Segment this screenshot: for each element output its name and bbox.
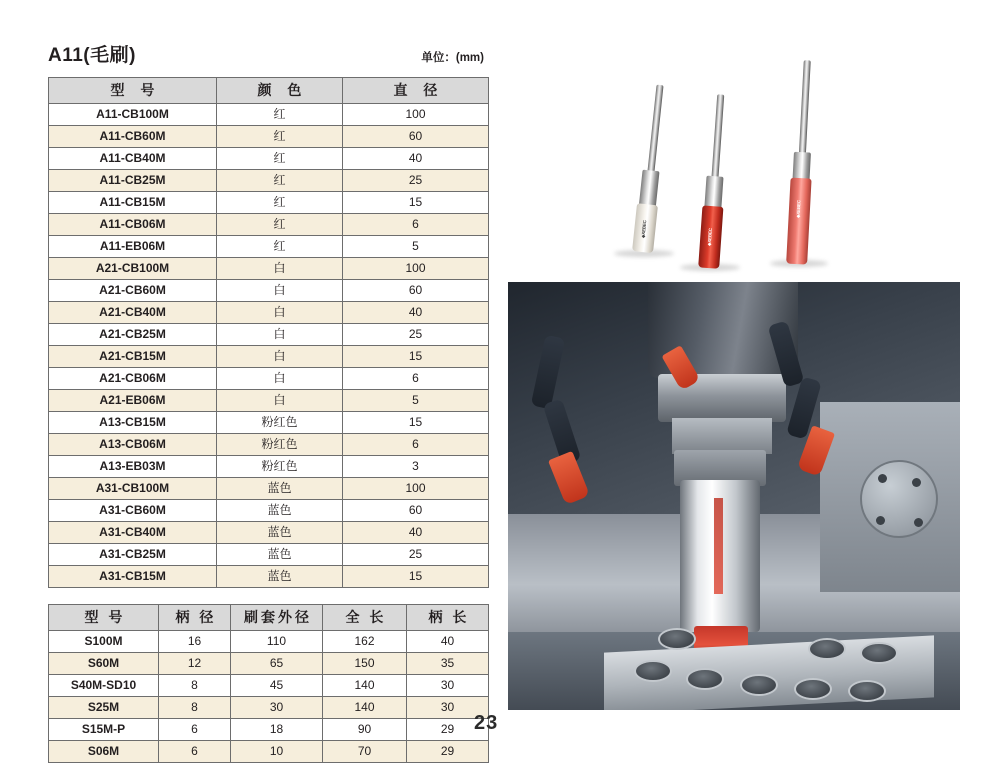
cell-total-length: 150 bbox=[323, 653, 407, 675]
cell-diameter: 25 bbox=[343, 170, 489, 192]
col-header-total-length: 全 长 bbox=[323, 605, 407, 631]
cell-diameter: 3 bbox=[343, 456, 489, 478]
cell-color: 红 bbox=[217, 170, 343, 192]
cell-diameter: 15 bbox=[343, 192, 489, 214]
table-row bbox=[49, 544, 489, 566]
cell-model: A13-EB03M bbox=[49, 456, 217, 478]
workpiece-hole bbox=[848, 680, 886, 702]
table-row bbox=[49, 258, 489, 280]
cell-total-length: 140 bbox=[323, 697, 407, 719]
workpiece-hole bbox=[658, 628, 696, 650]
cell-shank-length: 30 bbox=[407, 697, 489, 719]
cell-shank-dia: 8 bbox=[159, 675, 231, 697]
cell-model: A11-EB06M bbox=[49, 236, 217, 258]
product-table bbox=[48, 77, 489, 588]
cell-model: A31-CB40M bbox=[49, 522, 217, 544]
table-row bbox=[49, 346, 489, 368]
table-row bbox=[49, 214, 489, 236]
cell-diameter: 40 bbox=[343, 302, 489, 324]
cell-color: 白 bbox=[217, 258, 343, 280]
table-row bbox=[49, 324, 489, 346]
cell-color: 红 bbox=[217, 192, 343, 214]
title-row bbox=[48, 40, 488, 67]
cell-color: 红 bbox=[217, 214, 343, 236]
cell-total-length: 90 bbox=[323, 719, 407, 741]
table-row bbox=[49, 236, 489, 258]
workpiece-hole bbox=[860, 642, 898, 664]
cell-diameter: 40 bbox=[343, 522, 489, 544]
page-number: 23 bbox=[474, 712, 499, 734]
brush-shank bbox=[711, 94, 724, 182]
table-row bbox=[49, 456, 489, 478]
cell-model: S15M-P bbox=[49, 719, 159, 741]
cell-model: A31-CB25M bbox=[49, 544, 217, 566]
unit-label: 单位：(mm) bbox=[421, 52, 484, 64]
cell-shank-length: 29 bbox=[407, 741, 489, 763]
workpiece-hole bbox=[808, 638, 846, 660]
cell-model: S06M bbox=[49, 741, 159, 763]
white-brush bbox=[620, 83, 681, 255]
cell-sleeve-od: 18 bbox=[231, 719, 323, 741]
cell-color: 白 bbox=[217, 368, 343, 390]
brand-logo: ◆XEBEC bbox=[795, 200, 802, 219]
table-row bbox=[49, 741, 489, 763]
brush-body bbox=[786, 178, 811, 265]
table-row bbox=[49, 390, 489, 412]
cell-diameter: 25 bbox=[343, 544, 489, 566]
panel-hole bbox=[914, 518, 923, 527]
cell-model: S25M bbox=[49, 697, 159, 719]
panel-hole bbox=[878, 474, 887, 483]
col-header-shank-length: 柄 长 bbox=[407, 605, 489, 631]
cell-model: A31-CB15M bbox=[49, 566, 217, 588]
application-photo bbox=[508, 282, 960, 710]
table-row bbox=[49, 104, 489, 126]
cell-model: A21-CB60M bbox=[49, 280, 217, 302]
cell-shank-length: 30 bbox=[407, 675, 489, 697]
cell-diameter: 40 bbox=[343, 148, 489, 170]
cell-model: S100M bbox=[49, 631, 159, 653]
table-gap bbox=[48, 588, 488, 604]
cell-diameter: 60 bbox=[343, 126, 489, 148]
table-row bbox=[49, 170, 489, 192]
cell-model: A21-CB15M bbox=[49, 346, 217, 368]
workpiece-hole bbox=[686, 668, 724, 690]
panel-hole bbox=[876, 516, 885, 525]
col-header-shank-dia: 柄 径 bbox=[159, 605, 231, 631]
cell-color: 白 bbox=[217, 302, 343, 324]
brand-logo: ◆XEBEC bbox=[640, 219, 648, 239]
cell-model: A11-CB100M bbox=[49, 104, 217, 126]
cell-color: 红 bbox=[217, 236, 343, 258]
brush-shank bbox=[798, 60, 810, 158]
cell-shank-dia: 16 bbox=[159, 631, 231, 653]
machine-panel-disc bbox=[860, 460, 938, 538]
red-brush-short bbox=[686, 93, 742, 272]
cell-model: A11-CB25M bbox=[49, 170, 217, 192]
cell-model: A11-CB60M bbox=[49, 126, 217, 148]
cell-model: A31-CB100M bbox=[49, 478, 217, 500]
panel-hole bbox=[912, 478, 921, 487]
tool-label bbox=[714, 498, 723, 594]
cell-color: 白 bbox=[217, 324, 343, 346]
cell-shank-length: 35 bbox=[407, 653, 489, 675]
cell-shank-dia: 6 bbox=[159, 741, 231, 763]
col-header-model: 型 号 bbox=[49, 78, 217, 104]
cell-total-length: 140 bbox=[323, 675, 407, 697]
pink-brush-long bbox=[774, 59, 829, 267]
cell-sleeve-od: 65 bbox=[231, 653, 323, 675]
cell-sleeve-od: 110 bbox=[231, 631, 323, 653]
table-row bbox=[49, 412, 489, 434]
cell-diameter: 60 bbox=[343, 500, 489, 522]
cell-diameter: 15 bbox=[343, 412, 489, 434]
workpiece-hole bbox=[740, 674, 778, 696]
brand-logo: ◆XEBEC bbox=[706, 228, 713, 247]
table-row bbox=[49, 478, 489, 500]
cell-diameter: 100 bbox=[343, 478, 489, 500]
cell-color: 白 bbox=[217, 280, 343, 302]
cell-diameter: 5 bbox=[343, 236, 489, 258]
cell-model: A11-CB06M bbox=[49, 214, 217, 236]
table-row bbox=[49, 192, 489, 214]
table-row bbox=[49, 675, 489, 697]
cell-sleeve-od: 10 bbox=[231, 741, 323, 763]
cell-diameter: 15 bbox=[343, 566, 489, 588]
cell-shank-dia: 12 bbox=[159, 653, 231, 675]
cell-color: 红 bbox=[217, 148, 343, 170]
spec-header-row bbox=[49, 605, 489, 631]
workpiece-hole bbox=[794, 678, 832, 700]
cell-model: A21-CB40M bbox=[49, 302, 217, 324]
col-header-color: 颜 色 bbox=[217, 78, 343, 104]
cell-shank-length: 40 bbox=[407, 631, 489, 653]
table-row bbox=[49, 522, 489, 544]
cell-diameter: 5 bbox=[343, 390, 489, 412]
cell-diameter: 6 bbox=[343, 214, 489, 236]
table-row bbox=[49, 302, 489, 324]
cell-color: 粉红色 bbox=[217, 434, 343, 456]
cell-diameter: 100 bbox=[343, 258, 489, 280]
cell-shank-dia: 6 bbox=[159, 719, 231, 741]
cell-diameter: 6 bbox=[343, 368, 489, 390]
cell-model: S40M-SD10 bbox=[49, 675, 159, 697]
table-row bbox=[49, 126, 489, 148]
col-header-sleeve-od: 刷套外径 bbox=[231, 605, 323, 631]
cell-color: 蓝色 bbox=[217, 522, 343, 544]
table-row bbox=[49, 566, 489, 588]
cell-diameter: 60 bbox=[343, 280, 489, 302]
cell-diameter: 15 bbox=[343, 346, 489, 368]
cell-model: A31-CB60M bbox=[49, 500, 217, 522]
table-row bbox=[49, 500, 489, 522]
page-title: A11(毛刷) bbox=[48, 45, 136, 66]
cell-shank-length: 29 bbox=[407, 719, 489, 741]
cell-model: A21-CB100M bbox=[49, 258, 217, 280]
cell-color: 红 bbox=[217, 126, 343, 148]
cell-model: S60M bbox=[49, 653, 159, 675]
tables-column bbox=[48, 40, 488, 763]
table-row bbox=[49, 368, 489, 390]
cell-color: 白 bbox=[217, 390, 343, 412]
cell-model: A21-CB25M bbox=[49, 324, 217, 346]
cell-diameter: 25 bbox=[343, 324, 489, 346]
cell-total-length: 70 bbox=[323, 741, 407, 763]
brush-shank bbox=[646, 85, 663, 177]
cell-color: 蓝色 bbox=[217, 478, 343, 500]
cell-diameter: 100 bbox=[343, 104, 489, 126]
spindle-nose bbox=[672, 418, 772, 454]
table-row bbox=[49, 631, 489, 653]
cell-sleeve-od: 45 bbox=[231, 675, 323, 697]
table-row bbox=[49, 434, 489, 456]
cell-color: 蓝色 bbox=[217, 566, 343, 588]
workpiece-hole bbox=[634, 660, 672, 682]
cell-color: 红 bbox=[217, 104, 343, 126]
product-photo bbox=[508, 22, 960, 272]
cell-model: A11-CB15M bbox=[49, 192, 217, 214]
cell-color: 粉红色 bbox=[217, 412, 343, 434]
cell-model: A13-CB06M bbox=[49, 434, 217, 456]
col-header-model: 型 号 bbox=[49, 605, 159, 631]
cell-shank-dia: 8 bbox=[159, 697, 231, 719]
cell-model: A13-CB15M bbox=[49, 412, 217, 434]
cell-sleeve-od: 30 bbox=[231, 697, 323, 719]
table-header-row bbox=[49, 78, 489, 104]
cell-model: A11-CB40M bbox=[49, 148, 217, 170]
cell-total-length: 162 bbox=[323, 631, 407, 653]
col-header-diameter: 直 径 bbox=[343, 78, 489, 104]
cell-diameter: 6 bbox=[343, 434, 489, 456]
spec-table bbox=[48, 604, 489, 763]
table-row bbox=[49, 697, 489, 719]
cell-model: A21-CB06M bbox=[49, 368, 217, 390]
cell-color: 蓝色 bbox=[217, 500, 343, 522]
cell-color: 粉红色 bbox=[217, 456, 343, 478]
cell-color: 蓝色 bbox=[217, 544, 343, 566]
table-row bbox=[49, 653, 489, 675]
table-row bbox=[49, 280, 489, 302]
cell-color: 白 bbox=[217, 346, 343, 368]
table-row bbox=[49, 148, 489, 170]
cell-model: A21-EB06M bbox=[49, 390, 217, 412]
